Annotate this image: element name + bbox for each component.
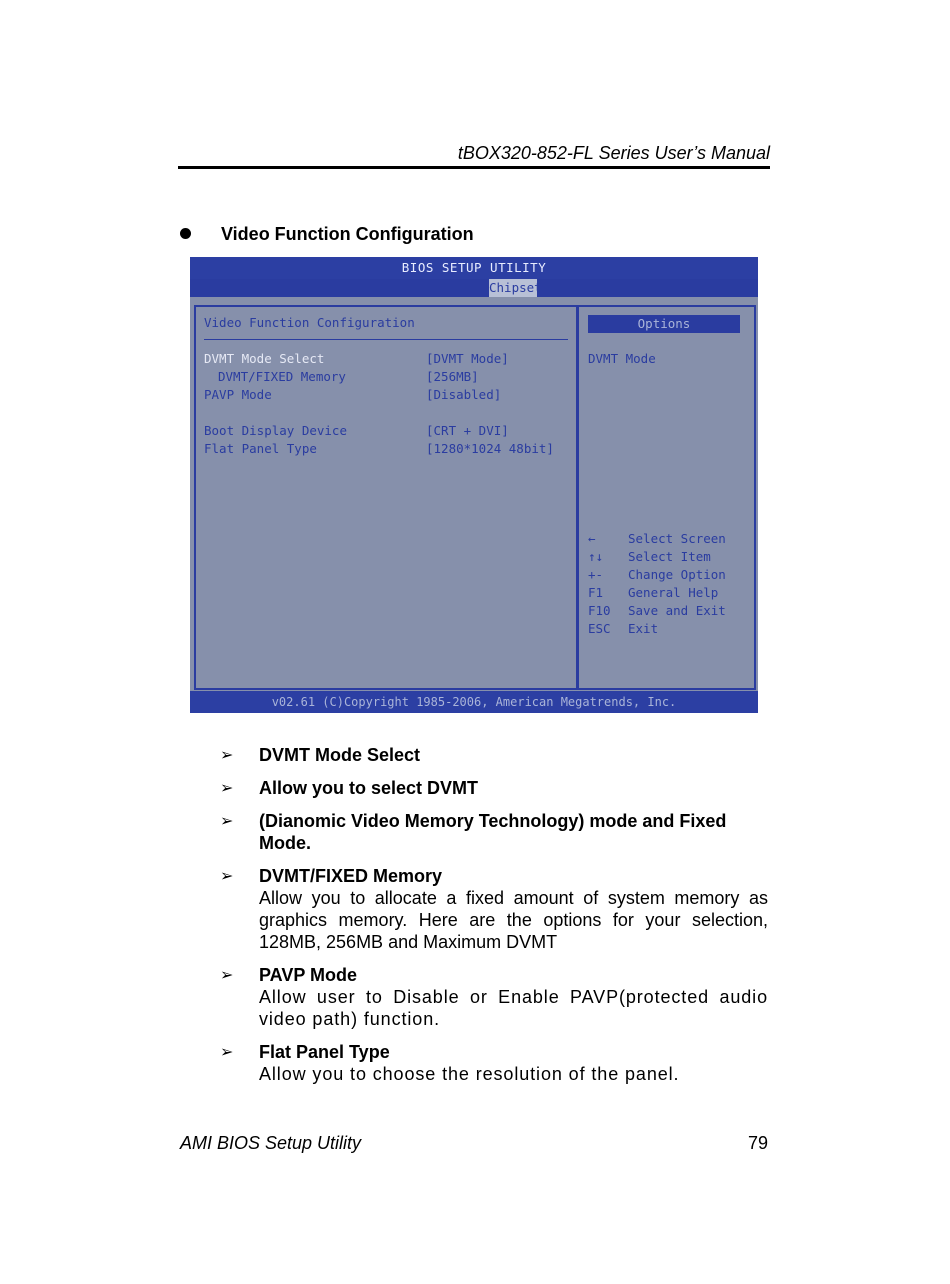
setting-row-dvmt-fixed-memory[interactable]	[204, 369, 574, 387]
item-title: DVMT/FIXED Memory	[259, 866, 443, 886]
setting-label: Flat Panel Type	[204, 441, 317, 456]
list-item	[220, 964, 768, 1030]
setting-row-flat-panel-type[interactable]	[204, 441, 574, 459]
setting-value: [DVMT Mode]	[426, 351, 509, 366]
key-description: Save and Exit	[628, 603, 726, 618]
item-title: Allow you to select DVMT	[259, 778, 479, 798]
key-f10: F10	[588, 603, 611, 618]
setting-value: [CRT + DVI]	[426, 423, 509, 438]
item-description: Allow user to Disable or Enable PAVP(protected audio video path) function.	[259, 987, 768, 1029]
setting-label: DVMT/FIXED Memory	[218, 369, 346, 384]
bios-settings-panel	[194, 305, 579, 690]
list-item	[220, 777, 768, 799]
item-title: DVMT Mode Select	[259, 745, 421, 765]
key-left-arrow-icon: ←	[588, 531, 596, 546]
key-description: General Help	[628, 585, 719, 600]
list-item	[220, 744, 768, 766]
bios-copyright-footer: v02.61 (C)Copyright 1985-2006, American Megatrends, Inc.	[190, 691, 758, 713]
page-number: 79	[747, 1133, 768, 1153]
setting-value: [256MB]	[426, 369, 479, 384]
tab-chipset[interactable]: Chipset	[489, 280, 542, 295]
list-item	[220, 865, 768, 953]
arrow-bullet-icon: ➢	[220, 813, 234, 830]
item-title: (Dianomic Video Memory Technology) mode and Fixed Mode.	[259, 811, 727, 853]
setting-label: DVMT Mode Select	[204, 351, 325, 366]
bios-tab-bar	[190, 279, 758, 297]
list-item	[220, 810, 768, 854]
key-description: Exit	[628, 621, 659, 636]
key-esc: ESC	[588, 621, 611, 636]
arrow-bullet-icon: ➢	[220, 780, 234, 797]
key-plus-minus: +-	[588, 567, 604, 582]
bios-divider	[204, 339, 568, 340]
setting-label: PAVP Mode	[204, 387, 272, 402]
option-description-list	[220, 744, 768, 1096]
setting-row-pavp-mode[interactable]	[204, 387, 574, 405]
item-description: Allow you to choose the resolution of the panel.	[259, 1064, 680, 1084]
setting-row-dvmt-mode-select[interactable]	[204, 351, 574, 369]
manual-header-title: tBOX320-852-FL Series User’s Manual	[457, 143, 770, 163]
arrow-bullet-icon: ➢	[220, 747, 234, 764]
item-title: Flat Panel Type	[259, 1042, 390, 1062]
arrow-bullet-icon: ➢	[220, 868, 234, 885]
header-rule	[178, 166, 770, 169]
bios-title: BIOS SETUP UTILITY	[190, 257, 758, 279]
key-up-down-arrows-icon: ↑↓	[588, 549, 604, 564]
setting-value: [1280*1024 48bit]	[426, 441, 554, 456]
footer-chapter-title: AMI BIOS Setup Utility	[180, 1133, 362, 1153]
arrow-bullet-icon: ➢	[220, 967, 234, 984]
item-description: Allow you to allocate a fixed amount of system memory as graphics memory. Here are the options for your selection, 128MB, 256MB and Maximum DVMT	[259, 888, 768, 952]
setting-value: [Disabled]	[426, 387, 502, 402]
setting-label: Boot Display Device	[204, 423, 347, 438]
key-description: Select Item	[628, 549, 711, 564]
bullet-dot-icon	[180, 228, 191, 239]
list-item	[220, 1041, 768, 1085]
bios-options-panel	[576, 305, 756, 690]
section-heading	[180, 224, 474, 245]
bios-screenshot	[190, 257, 758, 713]
options-help-text: DVMT Mode	[588, 351, 656, 366]
key-f1: F1	[588, 585, 604, 600]
arrow-bullet-icon: ➢	[220, 1044, 234, 1061]
key-description: Change Option	[628, 567, 726, 582]
section-title: Video Function Configuration	[221, 224, 474, 244]
key-description: Select Screen	[628, 531, 726, 546]
item-title: PAVP Mode	[259, 965, 358, 985]
options-title: Options	[588, 315, 740, 333]
bios-panel-heading: Video Function Configuration	[204, 315, 415, 330]
setting-row-boot-display-device[interactable]	[204, 423, 574, 441]
